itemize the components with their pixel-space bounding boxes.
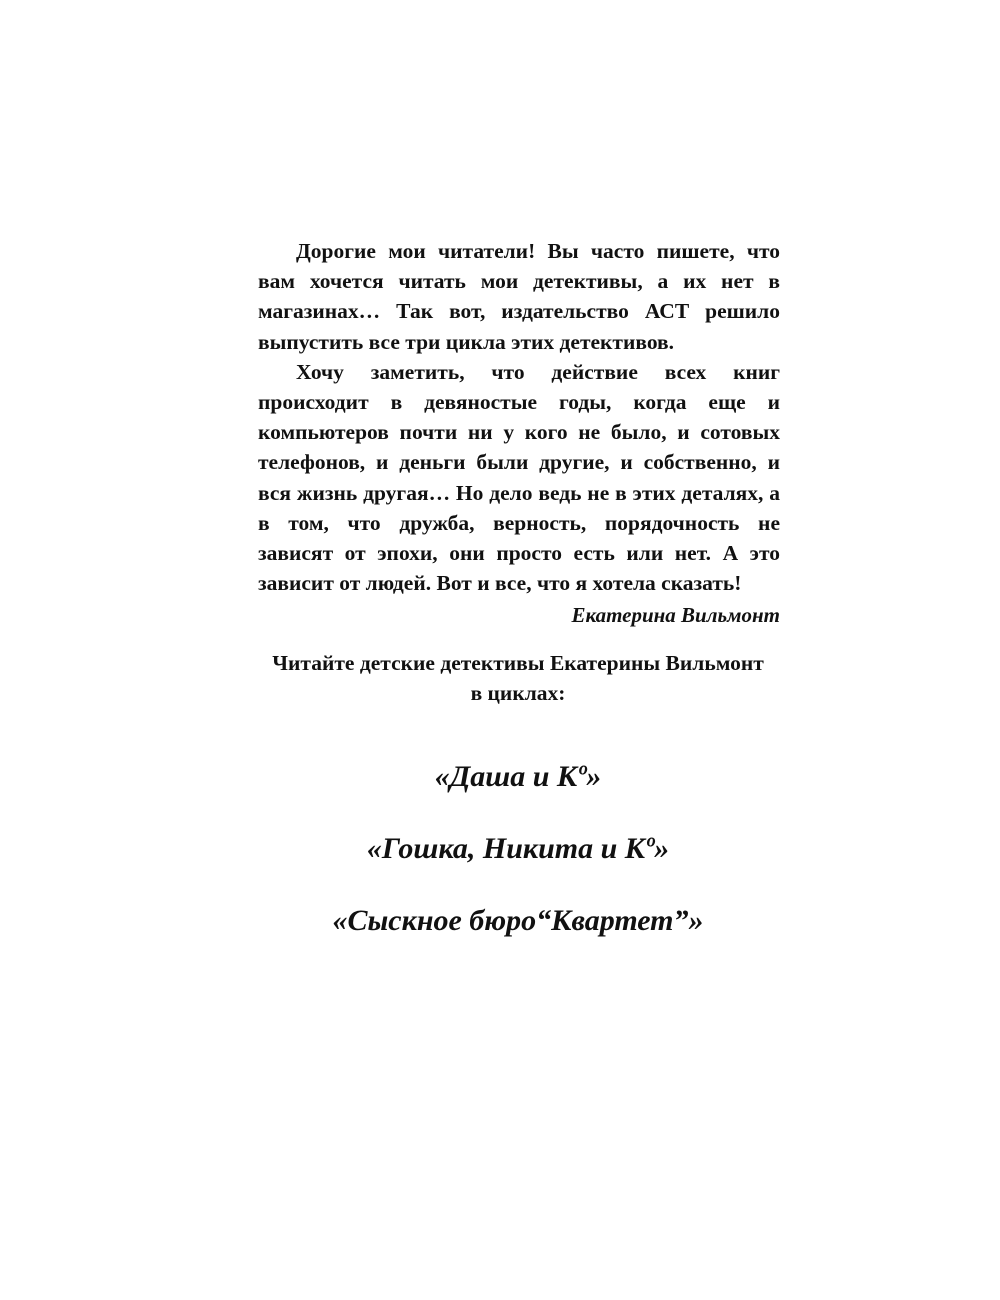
author-signature: Екатерина Вильмонт [571,603,780,628]
promo-line: Читайте детские детективы Екатерины Вильмонт [272,651,764,675]
promo-line: в циклах: [470,681,566,705]
series-list [200,756,836,972]
series-title: «Даша и Кº» [434,760,602,793]
series-title: «Сыскное бюро“Квартет”» [332,904,704,937]
letter-paragraph: Дорогие мои читатели! Вы часто пишете, что вам хочется читать мои детективы, а их нет в магазинах… Так вот, издательство АСТ решило выпустить все три цикла этих детективов. [258,239,780,354]
author-letter [258,236,780,630]
series-title: «Гошка, Никита и Кº» [366,832,670,865]
series-promo [200,648,836,708]
letter-paragraph: Хочу заметить, что действие всех книг происходит в девяностые годы, когда еще и компьютеров почти ни у кого не было, и сотовых телефонов, и деньги были другие, и собственно, и вся жизнь другая… Но дело ведь не в этих деталях, а в том, что дружба, верность, порядочность не зависят от эпохи, они просто есть или нет. А это зависит от людей. Вот и все, что я хотела сказать! [258,359,780,596]
